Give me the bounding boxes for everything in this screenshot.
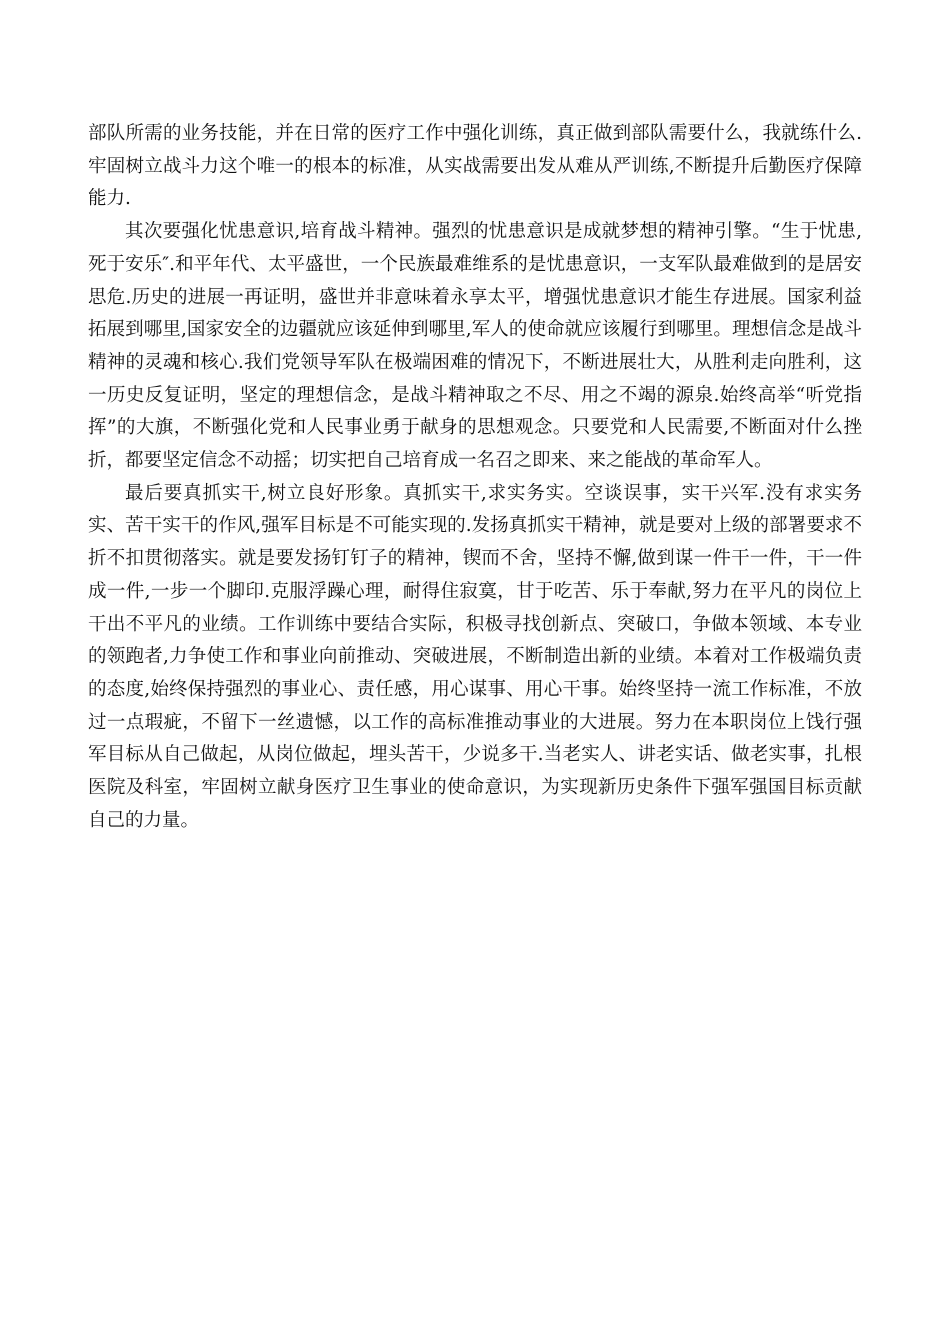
document-body — [88, 118, 862, 837]
paragraph-1: 部队所需的业务技能，并在日常的医疗工作中强化训练，真正做到部队需要什么，我就练什么.牢固树立战斗力这个唯一的根本的标准，从实战需要出发从难从严训练,不断提升后勤医疗保障能力. — [88, 123, 862, 210]
paragraph-3: 最后要真抓实干,树立良好形象。真抓实干,求实务实。空谈误事，实干兴军.没有求实务实、苦干实干的作风,强军目标是不可能实现的.发扬真抓实干精神，就是要对上级的部署要求不折不扣贯彻落实。就是要发扬钉钉子的精神，锲而不舍，坚持不懈,做到谋一件干一件，干一件成一件,一步一个脚印.克服浮躁心理，耐得住寂寞，甘于吃苦、乐于奉献,努力在平凡的岗位上干出不平凡的业绩。工作训练中要结合实际，积极寻找创新点、突破口，争做本领域、本专业的领跑者,力争使工作和事业向前推动、突破进展，不断制造出新的业绩。本着对工作极端负责的态度,始终保持强烈的事业心、责任感，用心谋事、用心干事。始终坚持一流工作标准，不放过一点瑕疵，不留下一丝遗憾，以工作的高标准推动事业的大进展。努力在本职岗位上饯行强军目标从自己做起，从岗位做起，埋头苦干，少说多干.当老实人、讲老实话、做老实事，扎根医院及科室，牢固树立献身医疗卫生事业的使命意识，为实现新历史条件下强军强国目标贡献自己的力量。 — [88, 482, 862, 831]
paragraph-2: 其次要强化忧患意识,培育战斗精神。强烈的忧患意识是成就梦想的精神引擎。“生于忧患,死于安乐″.和平年代、太平盛世，一个民族最难维系的是忧患意识，一支军队最难做到的是居安思危.历史的进展一再证明，盛世并非意味着永享太平，增强忧患意识才能生存进展。国家利益拓展到哪里,国家安全的边疆就应该延伸到哪里,军人的使命就应该履行到哪里。理想信念是战斗精神的灵魂和核心.我们党领导军队在极端困难的情况下，不断进展壮大，从胜利走向胜利，这一历史反复证明，坚定的理想信念，是战斗精神取之不尽、用之不竭的源泉.始终高举“听党指挥”的大旗，不断强化党和人民事业勇于献身的思想观念。只要党和人民需要,不断面对什么挫折，都要坚定信念不动摇；切实把自己培育成一名召之即来、来之能战的革命军人。 — [88, 221, 862, 472]
